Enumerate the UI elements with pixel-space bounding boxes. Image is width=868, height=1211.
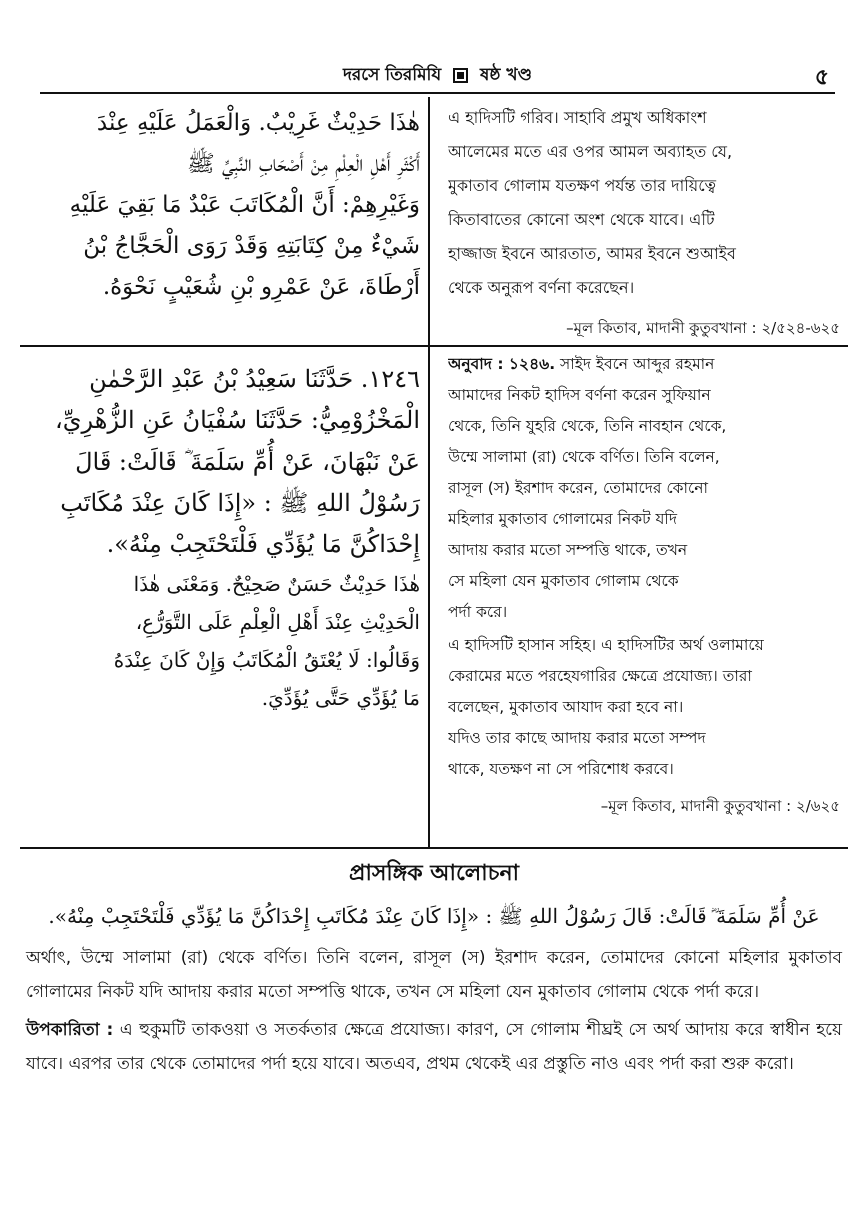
hadith-section-2 [20, 347, 848, 849]
arabic-line: رَسُوْلُ اللهِ ﷺ : «إِذَا كَانَ عِنْدَ مُكَاتَبِ [60, 488, 420, 517]
arabic-line: شَيْءٌ مِنْ كِتَابَتِهِ وَقَدْ رَوَى الْحَجَّاجُ بْنُ [83, 232, 420, 259]
arabic-line: وَغَيْرِهِمْ: أَنَّ الْمُكَاتَبَ عَبْدٌ مَا بَقِيَ عَلَيْهِ [69, 191, 420, 218]
arabic-column [28, 359, 420, 717]
bangla-note-line: কেরামের মতে পরহেযগারির ক্ষেত্রে প্রযোজ্য। তারা [448, 667, 752, 685]
benefit-text: এ হুকুমটি তাকওয়া ও সতর্কতার ক্ষেত্রে প্রযোজ্য। কারণ, সে গোলাম শীঘ্রই সে অর্থ আদায় করে স্বাধীন হয়ে যাবে। এরপর তার থেকে তোমাদের পর্দা হয়ে যাবে। অতএব, প্রথম থেকেই এর প্রস্তুতি নাও এবং পর্দা করা শুরু করো। [26, 1020, 842, 1074]
bangla-line: থেকে অনুরূপ বর্ণনা করেছেন। [448, 278, 635, 297]
benefit-paragraph [26, 1013, 842, 1081]
column-divider [428, 347, 430, 847]
bangla-line: পর্দা করে। [448, 603, 508, 621]
bangla-line: আদায় করার মতো সম্পত্তি থাকে, তখন [448, 541, 688, 559]
benefit-label: উপকারিতা : [26, 1020, 114, 1040]
bangla-line [448, 349, 840, 380]
book-title: দরসে তিরমিযি [343, 65, 442, 85]
square-separator-icon [453, 68, 468, 83]
running-title [40, 62, 835, 90]
translation-paragraph: অর্থাৎ, উম্মে সালামা (রা) থেকে বর্ণিত। তিনি বলেন, রাসূল (স) ইরশাদ করেন, তোমাদের কোনো মহিলার মুকাতাব গোলামের নিকট যদি আদায় করার মতো সম্পত্তি থাকে, তখন সে মহিলা যেন মুকাতাব গোলাম থেকে পর্দা করে। [26, 948, 842, 1002]
page-number: ৫ [814, 65, 829, 90]
arabic-note-line: هٰذَا حَدِيْثٌ حَسَنٌ صَحِيْحٌ. وَمَعْنَى هٰذَا [133, 572, 420, 597]
bangla-line: থেকে, তিনি যুহরি থেকে, তিনি নাবহান থেকে, [448, 417, 727, 435]
discussion-heading: প্রাসঙ্গিক আলোচনা [349, 861, 519, 886]
bangla-line: উম্মে সালামা (রা) থেকে বর্ণিত। তিনি বলেন, [448, 448, 720, 466]
source-reference: –মূল কিতাব, মাদানী কুতুবখানা : ২/৫২৪-৬২৫ [566, 319, 840, 337]
arabic-quote: عَنْ أُمِّ سَلَمَةَ ؓ قَالَتْ: قَالَ رَسُوْلُ اللهِ ﷺ : «إِذَا كَانَ عِنْدَ مُكَاتَبِ إِحْدَاكُنَّ مَا يُؤَدِّي فَلْتَحْتَجِبْ مِنْهُ». [48, 904, 820, 928]
bangla-line: আমাদের নিকট হাদিস বর্ণনা করেন সুফিয়ান [448, 386, 711, 404]
bangla-line: আলেমের মতে এর ওপর আমল অব্যাহত যে, [448, 142, 733, 161]
arabic-line: عَنْ نَبْهَانَ، عَنْ أُمِّ سَلَمَةَ ؓ قَالَتْ: قَالَ [75, 447, 420, 476]
arabic-column [28, 103, 420, 308]
column-divider [428, 97, 430, 345]
arabic-line: إِحْدَاكُنَّ مَا يُؤَدِّي فَلْتَحْتَجِبْ مِنْهُ». [106, 530, 420, 559]
bangla-column [448, 349, 840, 822]
arabic-line: أَرْطَاةَ، عَنْ عَمْرِو بْنِ شُعَيْبٍ نَحْوَهُ. [102, 273, 420, 300]
bangla-line: হাজ্জাজ ইবনে আরতাত, আমর ইবনে শুআইব [448, 244, 736, 263]
bangla-line: রাসূল (স) ইরশাদ করেন, তোমাদের কোনো [448, 479, 708, 497]
bangla-note-line: এ হাদিসটি হাসান সহিহ। এ হাদিসটির অর্থ ওলামায়ে [448, 636, 764, 654]
bangla-note-line: যদিও তার কাছে আদায় করার মতো সম্পদ [448, 729, 706, 747]
page-header [40, 60, 835, 94]
arabic-line: هٰذَا حَدِيْثٌ غَرِيْبٌ. وَالْعَمَلُ عَلَيْهِ عِنْدَ [96, 110, 420, 136]
bangla-column [448, 101, 840, 345]
bangla-line-text: সাইদ ইবনে আব্দুর রহমান [555, 355, 715, 373]
translation-label: অনুবাদ : ১২৪৬. [448, 355, 556, 373]
arabic-note-line: الْحَدِيْثِ عِنْدَ أَهْلِ الْعِلْمِ عَلَى التَّوَرُّعِ، [135, 610, 420, 635]
bangla-note-line: থাকে, যতক্ষণ না সে পরিশোধ করবে। [448, 760, 674, 778]
discussion-section [20, 852, 848, 1085]
bangla-line: কিতাবাতের কোনো অংশ থেকে যাবে। এটি [448, 210, 715, 229]
bangla-note-line: বলেছেন, মুকাতাব আযাদ করা হবে না। [448, 698, 684, 716]
bangla-line: সে মহিলা যেন মুকাতাব গোলাম থেকে [448, 572, 679, 590]
source-reference: –মূল কিতাব, মাদানী কুতুবখানা : ২/৬২৫ [600, 797, 840, 815]
arabic-line: أَكْثَرِ أَهْلِ الْعِلْمِ مِنْ أَصْحَابِ النَّبِيِّ ﷺ [186, 150, 420, 177]
bangla-line: এ হাদিসটি গরিব। সাহাবি প্রমুখ অধিকাংশ [448, 108, 707, 127]
arabic-note-line: مَا يُؤَدِّي حَتَّى يُؤَدِّيَ. [261, 686, 420, 711]
volume-label: ষষ্ঠ খণ্ড [480, 65, 532, 85]
bangla-line: মুকাতাব গোলাম যতক্ষণ পর্যন্ত তার দায়িত্বে [448, 176, 717, 195]
arabic-line: ١٢٤٦. حَدَّثَنَا سَعِيْدُ بْنُ عَبْدِ الرَّحْمٰنِ [89, 365, 420, 393]
bangla-line: মহিলার মুকাতাব গোলামের নিকট যদি [448, 510, 677, 528]
arabic-note-line: وَقَالُوا: لَا يُعْتَقُ الْمُكَاتَبُ وَإِنْ كَانَ عِنْدَهُ [113, 648, 420, 673]
arabic-line: الْمَخْزُوْمِيُّ: حَدَّثَنَا سُفْيَانُ عَنِ الزُّهْرِيِّ، [55, 406, 420, 435]
hadith-section-1 [20, 97, 848, 347]
